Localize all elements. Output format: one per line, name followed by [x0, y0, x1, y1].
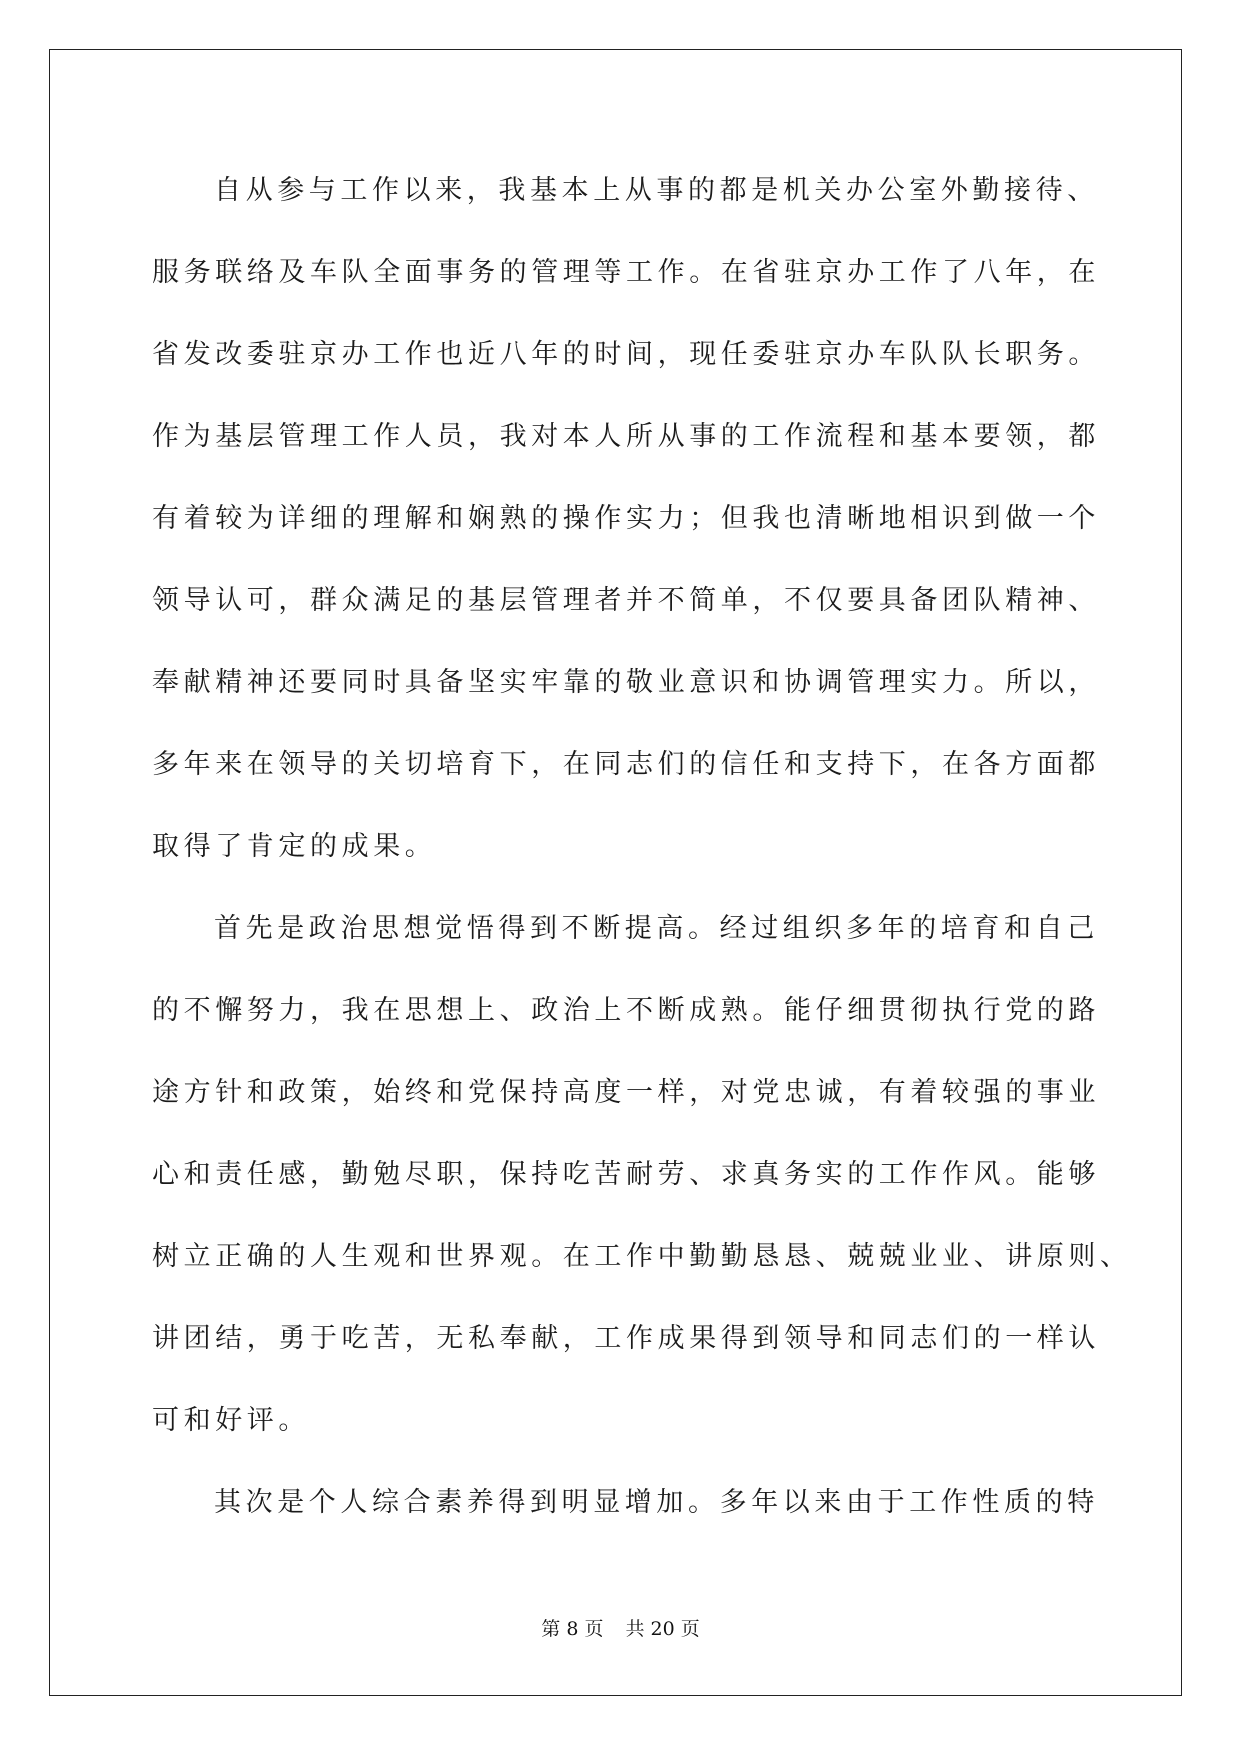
- text-line: 可和好评。: [152, 1405, 310, 1436]
- text-line: 的不懈努力，我在思想上、政治上不断成熟。能仔细贯彻执行党的路: [152, 995, 1100, 1026]
- text-line: 服务联络及车队全面事务的管理等工作。在省驻京办工作了八年，在: [152, 257, 1100, 288]
- text-line: 讲团结，勇于吃苦，无私奉献，工作成果得到领导和同志们的一样认: [152, 1323, 1100, 1354]
- page-footer: [0, 1614, 1241, 1641]
- text-line: 途方针和政策，始终和党保持高度一样，对党忠诚，有着较强的事业: [152, 1077, 1100, 1108]
- text-line: 奉献精神还要同时具备坚实牢靠的敬业意识和协调管理实力。所以，: [152, 667, 1100, 698]
- document-body: [152, 150, 1132, 1544]
- text-line: 有着较为详细的理解和娴熟的操作实力；但我也清晰地相识到做一个: [152, 503, 1100, 534]
- text-line: 领导认可，群众满足的基层管理者并不简单，不仅要具备团队精神、: [152, 585, 1100, 616]
- text-line: 心和责任感，勤勉尽职，保持吃苦耐劳、求真务实的工作作风。能够: [152, 1159, 1100, 1190]
- text-line: 省发改委驻京办工作也近八年的时间，现任委驻京办车队队长职务。: [152, 339, 1100, 370]
- page-number: 第 8 页: [541, 1618, 604, 1640]
- text-line: 其次是个人综合素养得到明显增加。多年以来由于工作性质的特: [214, 1487, 1099, 1518]
- text-line: 自从参与工作以来，我基本上从事的都是机关办公室外勤接待、: [214, 175, 1099, 206]
- text-line: 取得了肯定的成果。: [152, 831, 437, 862]
- text-line: 多年来在领导的关切培育下，在同志们的信任和支持下，在各方面都: [152, 749, 1100, 780]
- page-total: 共 20 页: [625, 1618, 700, 1640]
- text-line: 首先是政治思想觉悟得到不断提高。经过组织多年的培育和自己: [214, 913, 1099, 944]
- text-line: 作为基层管理工作人员，我对本人所从事的工作流程和基本要领，都: [152, 421, 1100, 452]
- text-line: 树立正确的人生观和世界观。在工作中勤勤恳恳、兢兢业业、讲原则、: [152, 1241, 1132, 1272]
